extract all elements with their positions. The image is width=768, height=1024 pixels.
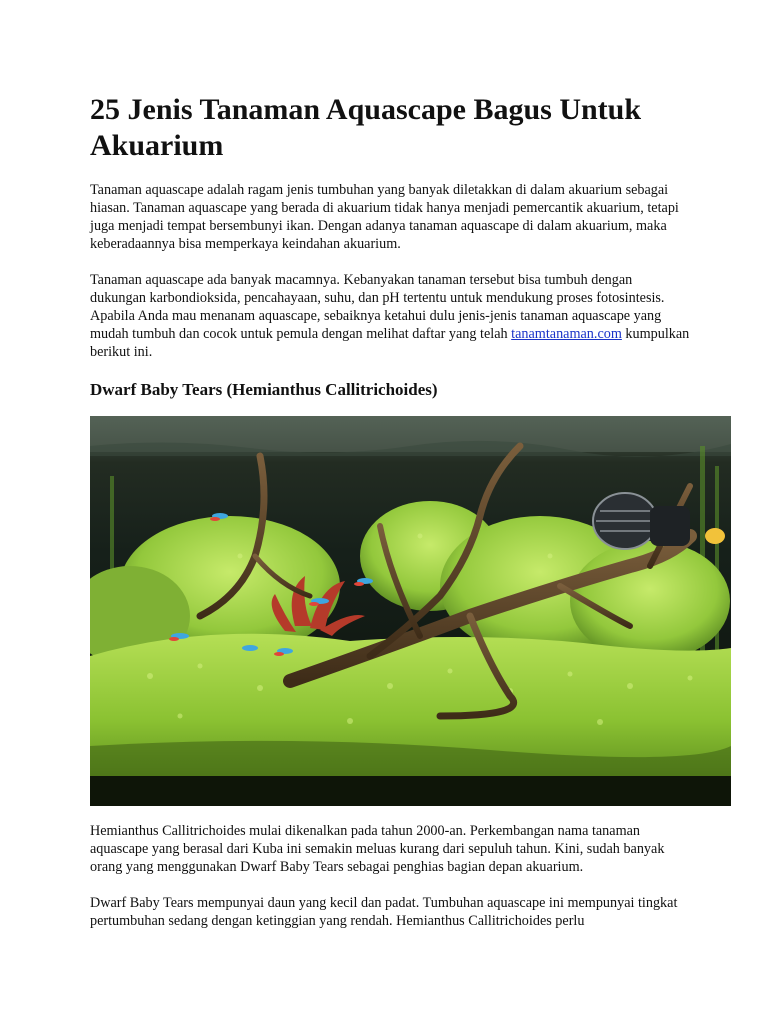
body-paragraph-3: Hemianthus Callitrichoides mulai dikenalkan pada tahun 2000-an. Perkembangan nama tanaman aquascape yang berasal dari Kuba ini semakin meluas kurang dari sepuluh tahun. Kini, sudah banyak orang yang menggunakan Dwarf Baby Tears sebagai penghias bagian depan akuarium. [90, 823, 665, 875]
intro-paragraph-2-tail: kumpulkan berikut ini. [90, 325, 690, 360]
intro-paragraph-2-text: Tanaman aquascape ada banyak macamnya. Kebanyakan tanaman tersebut bisa tumbuh dengan dukungan karbondioksida, pencahayaan, suhu, dan pH tertentu untuk mendukung proses fotosintesis. Apabila Anda mau menanam aquascape, sebaiknya ketahui dulu jenis-jenis tanaman aquascape yang mudah tumbuh dan cocok untuk pemula dengan melihat daftar yang telah [90, 272, 665, 342]
article-title: 25 Jenis Tanaman Aquascape Bagus Untuk Akuarium [90, 93, 642, 162]
section-heading: Dwarf Baby Tears (Hemianthus Callitrichoides) [90, 380, 438, 399]
aquarium-photo [90, 416, 731, 806]
body-paragraph-4: Dwarf Baby Tears mempunyai daun yang kecil dan padat. Tumbuhan aquascape ini mempunyai tingkat pertumbuhan sedang dengan ketinggian yang rendah. Hemianthus Callitrichoides perlu [90, 895, 678, 929]
source-link[interactable]: tanamtanaman.com [511, 325, 622, 342]
intro-paragraph-1: Tanaman aquascape adalah ragam jenis tumbuhan yang banyak diletakkan di dalam akuarium sebagai hiasan. Tanaman aquascape yang berada di akuarium tidak hanya menjadi pemercantik akuarium, tetapi juga menjadi tempat bersembunyi ikan. Dengan adanya tanaman aquascape di dalam akuarium, maka keberadaannya bisa memperkaya keindahan akuarium. [90, 182, 679, 252]
intro-paragraph-2 [90, 272, 690, 362]
